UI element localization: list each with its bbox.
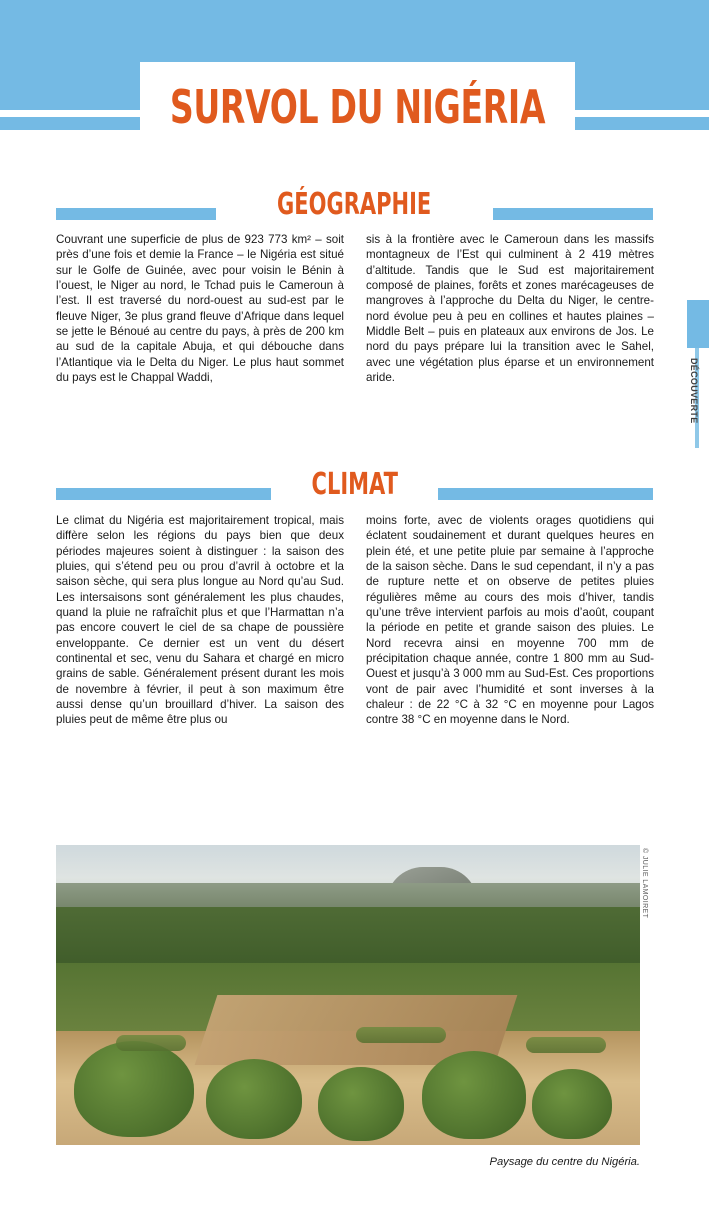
page-header <box>0 0 709 152</box>
photo-grass-tuft <box>356 1027 446 1043</box>
photo-caption: Paysage du centre du Nigéria. <box>489 1156 640 1168</box>
photo-bush <box>318 1067 404 1141</box>
photo-credit: © JULIE LAMOIRET <box>641 848 648 919</box>
paragraph: Le climat du Nigéria est majoritairement tropical, mais diffère selon les régions du pays bien que deux périodes majeures soient à distinguer : la saison des pluies, qui s’étend peu ou prou d’avril à octobre et la saison sèche, qui sera plus longue au Nord qu’au Sud. Les intersaisons sont généralement les plus chaudes, quand la pluie ne rafraîchit plus et que l’Harmattan n’a pas encore couvert le ciel de sa chape de poussière enveloppante. Ce dernier est un vent du désert continental et sec, venu du Sahara et chargé en micro grains de sable. Généralement présent durant les mois de novembre à février, il peut à son maximum être aussi dense qu’un brouillard d’hiver. La saison des pluies peut de même être plus ou <box>56 514 344 727</box>
section-title-geographie: GÉOGRAPHIE <box>277 187 432 222</box>
section-body-climat <box>56 513 654 728</box>
heading-rule-right <box>438 488 653 500</box>
photo-bush <box>532 1069 612 1139</box>
page-title: SURVOL DU NIGÉRIA <box>169 80 546 134</box>
photo-bush <box>206 1059 302 1139</box>
photo-grass-tuft <box>526 1037 606 1053</box>
section-title-climat: CLIMAT <box>311 467 398 502</box>
paragraph: moins forte, avec de violents orages quotidiens qui éclatent soudainement et durant quelques heures en plein été, et une petite pluie par semaine à l’approche de la saison sèche. Dans le sud cependant, il n’y a pas de rupture nette et on observe de petites pluies régulières même au cours des mois d’hiver, tandis qu’une trêve intervient parfois au mois d’août, coupant la période en petite et grande saison des pluies. Le Nord recevra ainsi en moyenne 700 mm de précipitation chaque année, contre 1 800 mm au Sud-Ouest et jusqu’à 3 000 mm au Sud-Est. Ces proportions vont de pair avec l’humidité et sont inverses à la chaleur : de 22 °C à 32 °C en moyenne pour Lagos contre 38 °C en moyenne dans le Nord. <box>366 514 654 727</box>
landscape-photo <box>56 845 640 1145</box>
side-tab-decouverte[interactable] <box>687 300 709 348</box>
section-heading-climat <box>40 466 669 508</box>
section-body-geographie <box>56 232 654 385</box>
side-tab-label: DÉCOUVERTE <box>689 358 699 424</box>
column-right <box>366 513 654 728</box>
column-right <box>366 232 654 385</box>
heading-rule-right <box>493 208 653 220</box>
photo-bush <box>74 1041 194 1137</box>
paragraph: sis à la frontière avec le Cameroun dans les massifs montagneux de l’Est qui culminent à 2 419 mètres d’altitude. Tandis que le Sud est majoritairement composé de plaines, forêts et zones marécageuses de mangroves à l’approche du Delta du Niger, le centre-nord évolue peu à peu en collines et hautes plaines – Middle Belt – puis en plateaux aux environs de Jos. Le nord du pays prépare lui la transition avec le Sahel, avec une végétation plus éparse et un environnement aride. <box>366 233 654 385</box>
section-heading-geographie <box>40 186 669 228</box>
photo-bush <box>422 1051 526 1139</box>
paragraph: Couvrant une superficie de plus de 923 773 km² – soit près d’une fois et demie la France – le Nigéria est situé sur le Golfe de Guinée, avec pour voisin le Bénin à l’ouest, le Niger au nord, le Tchad puis le Cameroun à l’est. Il est traversé du nord-ouest au sud-est par le fleuve Niger, 3e plus grand fleuve d’Afrique dans lequel se jette le Bénoué au centre du pays, à près de 200 km au sud de la capitale Abuja, et qui débouche dans l’Atlantique via le Delta du Niger. Le plus haut sommet du pays est le Chappal Waddi, <box>56 233 344 385</box>
photo-grass-tuft <box>116 1035 186 1051</box>
column-left <box>56 513 344 728</box>
column-left <box>56 232 344 385</box>
